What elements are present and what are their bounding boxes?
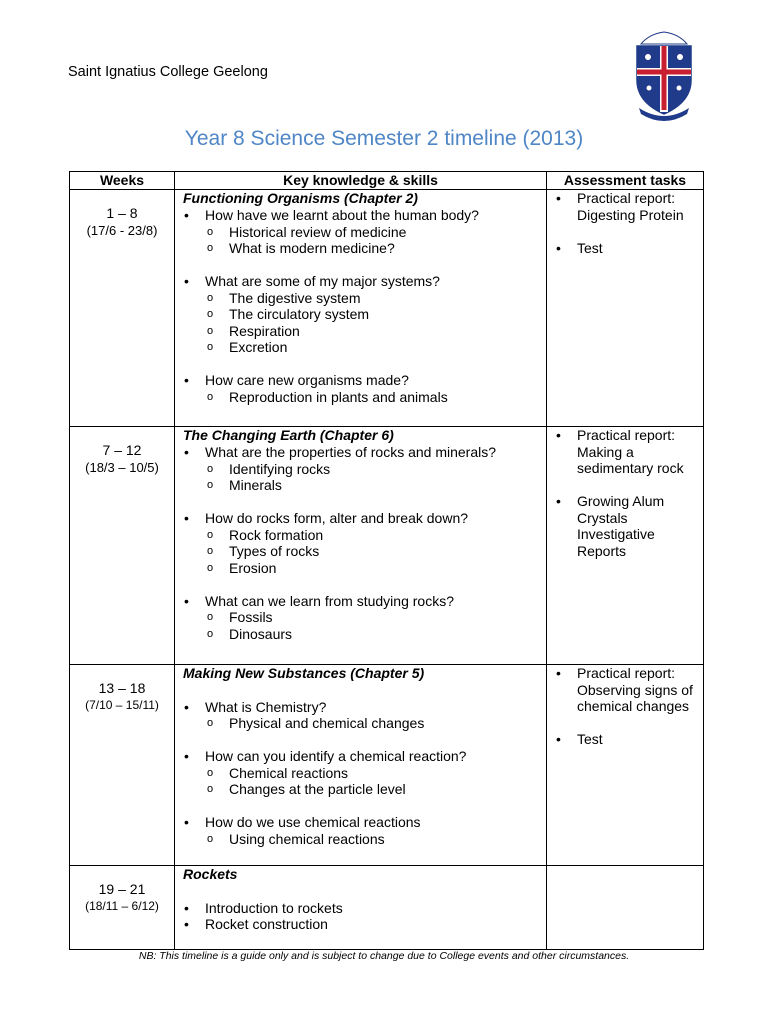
weeks-header: Weeks — [70, 172, 175, 190]
topic-question: • How do rocks form, alter and break down? — [175, 510, 546, 527]
weeks-range: 7 – 12 — [102, 442, 142, 458]
school-name: Saint Ignatius College Geelong — [68, 64, 268, 80]
weeks-range: 1 – 8 — [106, 205, 138, 221]
knowledge-cell — [175, 866, 547, 950]
assessment-task: • Practical report: Making a sedimentary rock — [547, 427, 703, 477]
tasks-cell — [547, 427, 704, 665]
footnote: NB: This timeline is a guide only and is subject to change due to College events and other circumstances. — [138, 950, 630, 962]
assessment-task: • Practical report: Digesting Protein — [547, 190, 703, 223]
topic-question: • What are the properties of rocks and minerals? — [175, 444, 546, 461]
assessment-task: • Practical report: Observing signs of chemical changes — [547, 665, 703, 715]
tasks-header: Assessment tasks — [547, 172, 704, 190]
weeks-dates: (7/10 – 15/11) — [85, 698, 159, 712]
knowledge-cell — [175, 427, 547, 665]
table-row — [70, 866, 704, 950]
table-row — [70, 190, 704, 427]
tasks-cell — [547, 190, 704, 427]
assessment-task: • Test — [547, 731, 703, 748]
weeks-cell — [70, 665, 175, 866]
subtopic: o Types of rocks — [175, 543, 546, 560]
weeks-range: 19 – 21 — [98, 881, 146, 897]
assessment-task: • Growing Alum Crystals Investigative Reports — [547, 493, 703, 559]
weeks-cell — [70, 190, 175, 427]
subtopic: o What is modern medicine? — [175, 240, 546, 257]
subtopic: o Historical review of medicine — [175, 224, 546, 241]
chapter-title: The Changing Earth (Chapter 6) — [183, 427, 394, 443]
subtopic: o Identifying rocks — [175, 461, 546, 478]
topic-question: • How can you identify a chemical reaction? — [175, 748, 546, 765]
knowledge-cell — [175, 190, 547, 427]
subtopic: o Respiration — [175, 323, 546, 340]
tasks-cell — [547, 665, 704, 866]
topic-question: • How care new organisms made? — [175, 372, 546, 389]
weeks-dates: (18/3 – 10/5) — [85, 460, 159, 475]
weeks-dates: (17/6 - 23/8) — [86, 223, 158, 238]
chapter-title: Rockets — [183, 866, 238, 882]
weeks-cell — [70, 866, 175, 950]
table-header-row — [70, 172, 704, 190]
knowledge-header: Key knowledge & skills — [175, 172, 547, 190]
subtopic: o Excretion — [175, 339, 546, 356]
subtopic: o Chemical reactions — [175, 765, 546, 782]
weeks-dates: (18/11 – 6/12) — [85, 899, 159, 913]
topic-item: • Rocket construction — [175, 916, 546, 933]
topic-question: • How do we use chemical reactions — [175, 814, 546, 831]
weeks-range: 13 – 18 — [98, 680, 146, 696]
subtopic: o Dinosaurs — [175, 626, 546, 643]
subtopic: o Fossils — [175, 609, 546, 626]
subtopic: o Erosion — [175, 560, 546, 577]
chapter-title: Functioning Organisms (Chapter 2) — [183, 190, 418, 206]
subtopic: o The circulatory system — [175, 306, 546, 323]
table-row — [70, 665, 704, 866]
knowledge-cell — [175, 665, 547, 866]
topic-item: • Introduction to rockets — [175, 900, 546, 917]
timeline-table — [69, 171, 704, 950]
college-crest-logo — [625, 28, 703, 124]
subtopic: o The digestive system — [175, 290, 546, 307]
subtopic: o Rock formation — [175, 527, 546, 544]
topic-question: • What is Chemistry? — [175, 699, 546, 716]
subtopic: o Using chemical reactions — [175, 831, 546, 848]
page-title: Year 8 Science Semester 2 timeline (2013) — [184, 127, 584, 150]
subtopic: o Minerals — [175, 477, 546, 494]
topic-question: • What are some of my major systems? — [175, 273, 546, 290]
subtopic: o Reproduction in plants and animals — [175, 389, 546, 406]
subtopic: o Physical and chemical changes — [175, 715, 546, 732]
subtopic: o Changes at the particle level — [175, 781, 546, 798]
table-row — [70, 427, 704, 665]
assessment-task: • Test — [547, 240, 703, 257]
weeks-cell — [70, 427, 175, 665]
topic-question: • What can we learn from studying rocks? — [175, 593, 546, 610]
chapter-title: Making New Substances (Chapter 5) — [183, 665, 425, 681]
topic-question: • How have we learnt about the human body? — [175, 207, 546, 224]
tasks-cell — [547, 866, 704, 950]
